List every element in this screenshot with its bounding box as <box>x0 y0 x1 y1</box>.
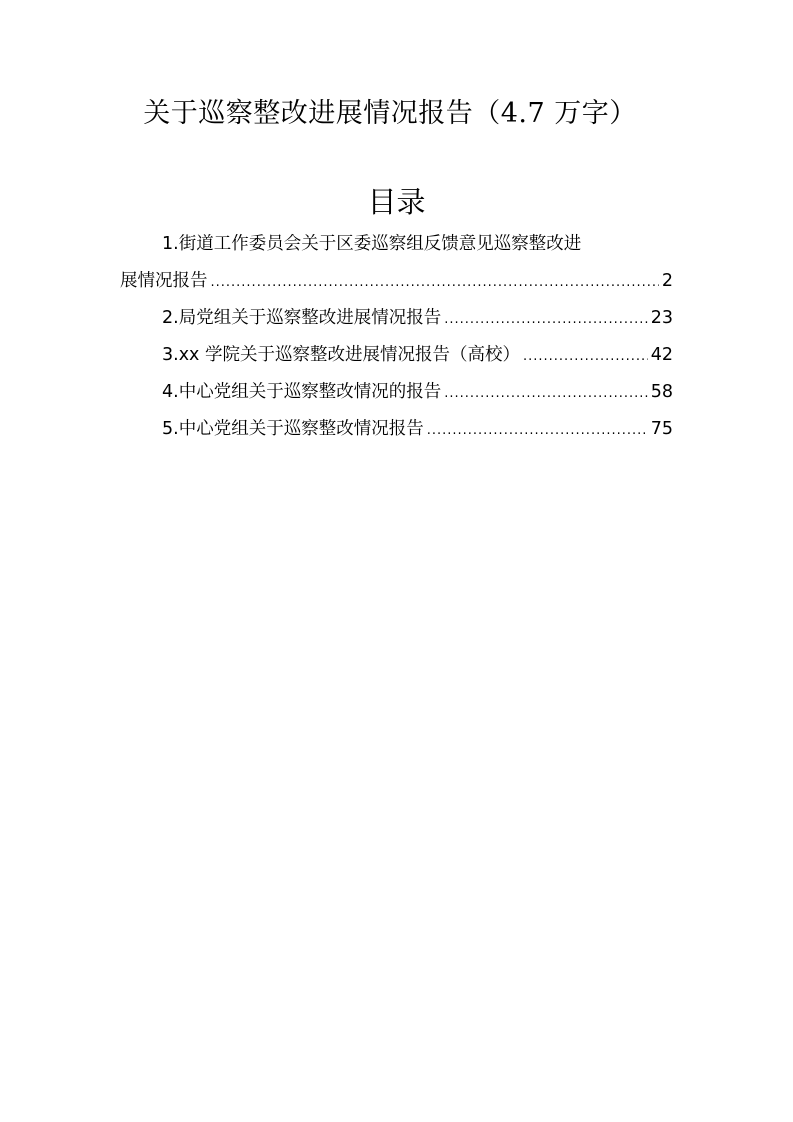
toc-entry-5[interactable] <box>120 411 673 448</box>
toc-entry-title: 中心党组关于巡察整改情况的报告 <box>178 382 442 402</box>
toc-entry-title: 中心党组关于巡察整改情况报告 <box>178 419 424 439</box>
document-title: 关于巡察整改进展情况报告（4.7 万字） <box>143 98 637 129</box>
toc-entry-number: 2. <box>162 308 179 328</box>
table-of-contents <box>120 226 673 448</box>
toc-dot-leader <box>523 338 648 375</box>
toc-entry-number: 4. <box>162 382 179 402</box>
toc-page-number: 75 <box>650 419 673 439</box>
toc-entry-number: 1. <box>162 234 179 254</box>
toc-entry-title-continued: 展情况报告 <box>120 271 208 291</box>
toc-page-number: 2 <box>661 271 673 291</box>
toc-entry-title: 局党组关于巡察整改进展情况报告 <box>178 308 442 328</box>
toc-entry-1-line-1[interactable] <box>120 226 673 263</box>
toc-dot-leader <box>211 264 659 301</box>
toc-page-number: 23 <box>650 308 673 328</box>
toc-entry-1-line-2[interactable] <box>120 263 673 300</box>
toc-dot-leader <box>427 412 648 449</box>
toc-dot-leader <box>444 375 648 412</box>
toc-entry-2[interactable] <box>120 300 673 337</box>
toc-entry-number: 5. <box>162 419 179 439</box>
toc-entry-number: 3. <box>162 345 179 365</box>
toc-entry-3[interactable] <box>120 337 673 374</box>
toc-dot-leader <box>444 301 648 338</box>
toc-entry-title: 街道工作委员会关于区委巡察组反馈意见巡察整改进 <box>178 234 582 254</box>
toc-entry-4[interactable] <box>120 374 673 411</box>
toc-entry-title: xx 学院关于巡察整改进展情况报告（高校） <box>178 345 520 365</box>
toc-page-number: 42 <box>650 345 673 365</box>
toc-heading: 目录 <box>367 185 426 219</box>
toc-page-number: 58 <box>650 382 673 402</box>
